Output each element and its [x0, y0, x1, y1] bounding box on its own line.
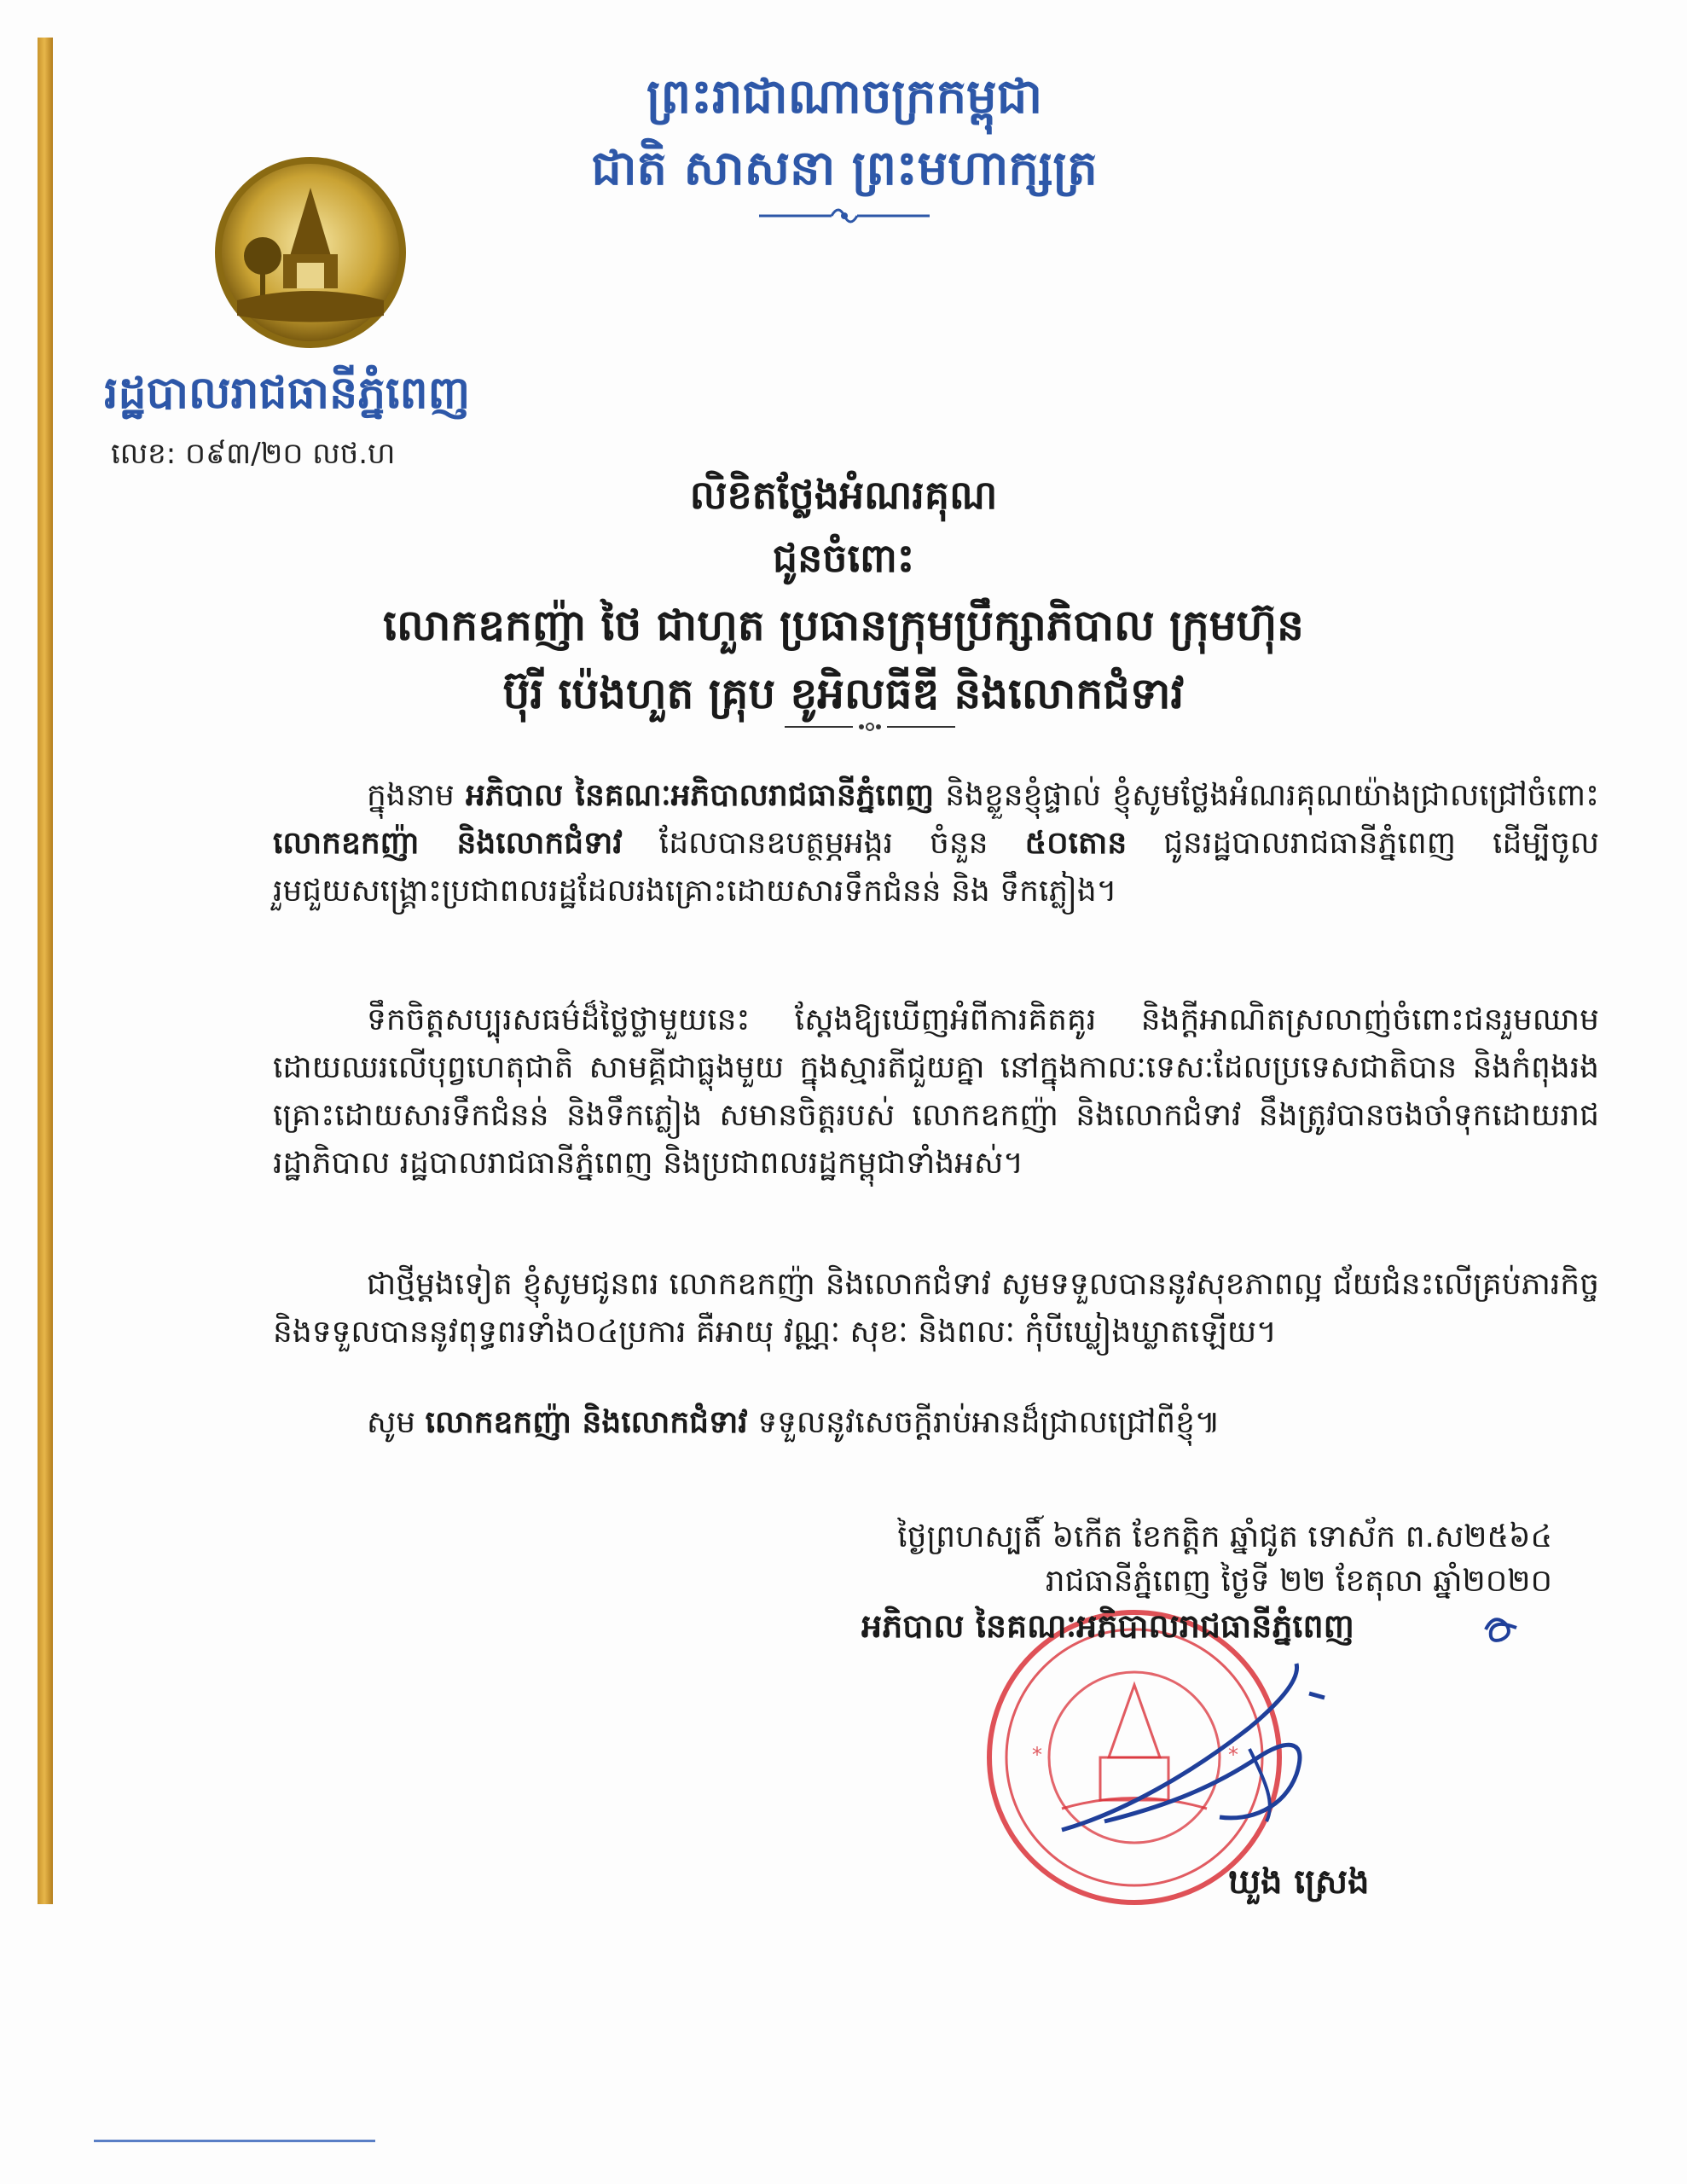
lunar-date: ថ្ងៃព្រហស្បតិ៍ ៦កើត ខែកត្តិក ឆ្នាំជូត ទោស័ក ព.ស២៥៦៤: [897, 1519, 1552, 1554]
place-and-date: រាជធានីភ្នំពេញ ថ្ងៃទី ២២ ខែតុលា ឆ្នាំ២០២០: [1045, 1564, 1552, 1599]
body-paragraph-2: ទឹកចិត្តសប្បុរសធម៌ដ៏ថ្លៃថ្លាមួយនេះ ស្តែងឱ្យឃើញអំពីការគិតគូរ និងក្តីអាណិតស្រលាញ់ចំពោះជនរួមឈាម ដោយឈរលើបុព្វហេតុជាតិ សាមគ្គីជាធ្លុងមួយ ក្នុងស្មារតីជួយគ្នា នៅក្នុងកាលៈទេសៈដែលប្រទេសជាតិបាន និងកំពុងរងគ្រោះដោយសារទឹកជំនន់ និងទឹកភ្លៀង សមានចិត្តរបស់ លោកឧកញ៉ា និងលោកជំទាវ នឹងត្រូវបានចងចាំទុកដោយរាជរដ្ឋាភិបាល រដ្ឋបាលរាជធានីភ្នំពេញ និងប្រជាពលរដ្ឋកម្ពុជាទាំងអស់។: [273, 1002, 1599, 1181]
footer-rule: [94, 2140, 375, 2142]
title-divider-icon: [776, 717, 964, 737]
issuing-authority: រដ្ឋបាលរាជធានីភ្នំពេញ: [104, 368, 471, 419]
date-block: [785, 1515, 1552, 1604]
letter-title: លិខិតថ្លែងអំណរគុណ: [689, 472, 998, 518]
body-paragraph-4: សូម លោកឧកញ៉ា និងលោកជំទាវ ទទួលនូវសេចក្តីរាប់អានដ៏ជ្រាលជ្រៅពីខ្ញុំ៕: [367, 1405, 1220, 1440]
body-paragraph-3: ជាថ្មីម្តងទៀត ខ្ញុំសូមជូនពរ លោកឧកញ៉ា និងលោកជំទាវ សូមទទួលបាននូវសុខភាពល្អ ជ័យជំនះលើគ្រប់ភារកិច្ច និងទទួលបាននូវពុទ្ធពរទាំង០៤ប្រការ គឺអាយុ វណ្ណៈ សុខៈ និងពលៈ កុំបីឃ្លៀងឃ្លាតឡើយ។: [273, 1267, 1599, 1350]
kingdom-motto-line2: ជាតិ សាសនា ព្រះមហាក្សត្រ: [591, 141, 1098, 196]
recipient-line2: ប៊ុរី ប៉េងហួត គ្រុប ខូអិលធីឌី និងលោកជំទាវ: [502, 669, 1185, 718]
recipient-line1: លោកឧកញ៉ា ថៃ ជាហួត ប្រធានក្រុមប្រឹក្សាភិបាល ក្រុមហ៊ុន: [383, 601, 1304, 650]
header-ornament-icon: [751, 201, 938, 230]
kingdom-motto-line1: ព្រះរាជាណាចក្រកម្ពុជា: [646, 69, 1043, 125]
initial-mark-icon: [1475, 1604, 1535, 1655]
letter-number: លេខ: ០៩៣/២០ លថ.ហ: [111, 437, 396, 471]
signer-name: ឃួង ស្រេង: [1228, 1862, 1370, 1902]
svg-text:*: *: [1032, 1743, 1042, 1767]
phnom-penh-seal-icon: [212, 154, 409, 351]
signature-icon: [1053, 1647, 1343, 1860]
governor-title: អភិបាល នៃគណៈអភិបាលរាជធានីភ្នំពេញ: [861, 1607, 1354, 1645]
svg-text:*: *: [1228, 1743, 1238, 1767]
body-paragraph-1: ក្នុងនាម អភិបាល នៃគណៈអភិបាលរាជធានីភ្នំពេញ និងខ្លួនខ្ញុំផ្ទាល់ ខ្ញុំសូមថ្លែងអំណរគុណយ៉ាងជ្រាលជ្រៅចំពោះ លោកឧកញ៉ា និងលោកជំទាវ ដែលបានឧបត្ថម្ភអង្ករ ចំនួន ៥០តោន ជូនរដ្ឋបាលរាជធានីភ្នំពេញ ដើម្បីចូលរួមជួយសង្គ្រោះប្រជាពលរដ្ឋដែលរងគ្រោះដោយសារទឹកជំនន់ និង ទឹកភ្លៀង។: [273, 778, 1599, 909]
gold-margin-border: [38, 38, 53, 1904]
addressed-to: ជូនចំពោះ: [772, 535, 915, 581]
